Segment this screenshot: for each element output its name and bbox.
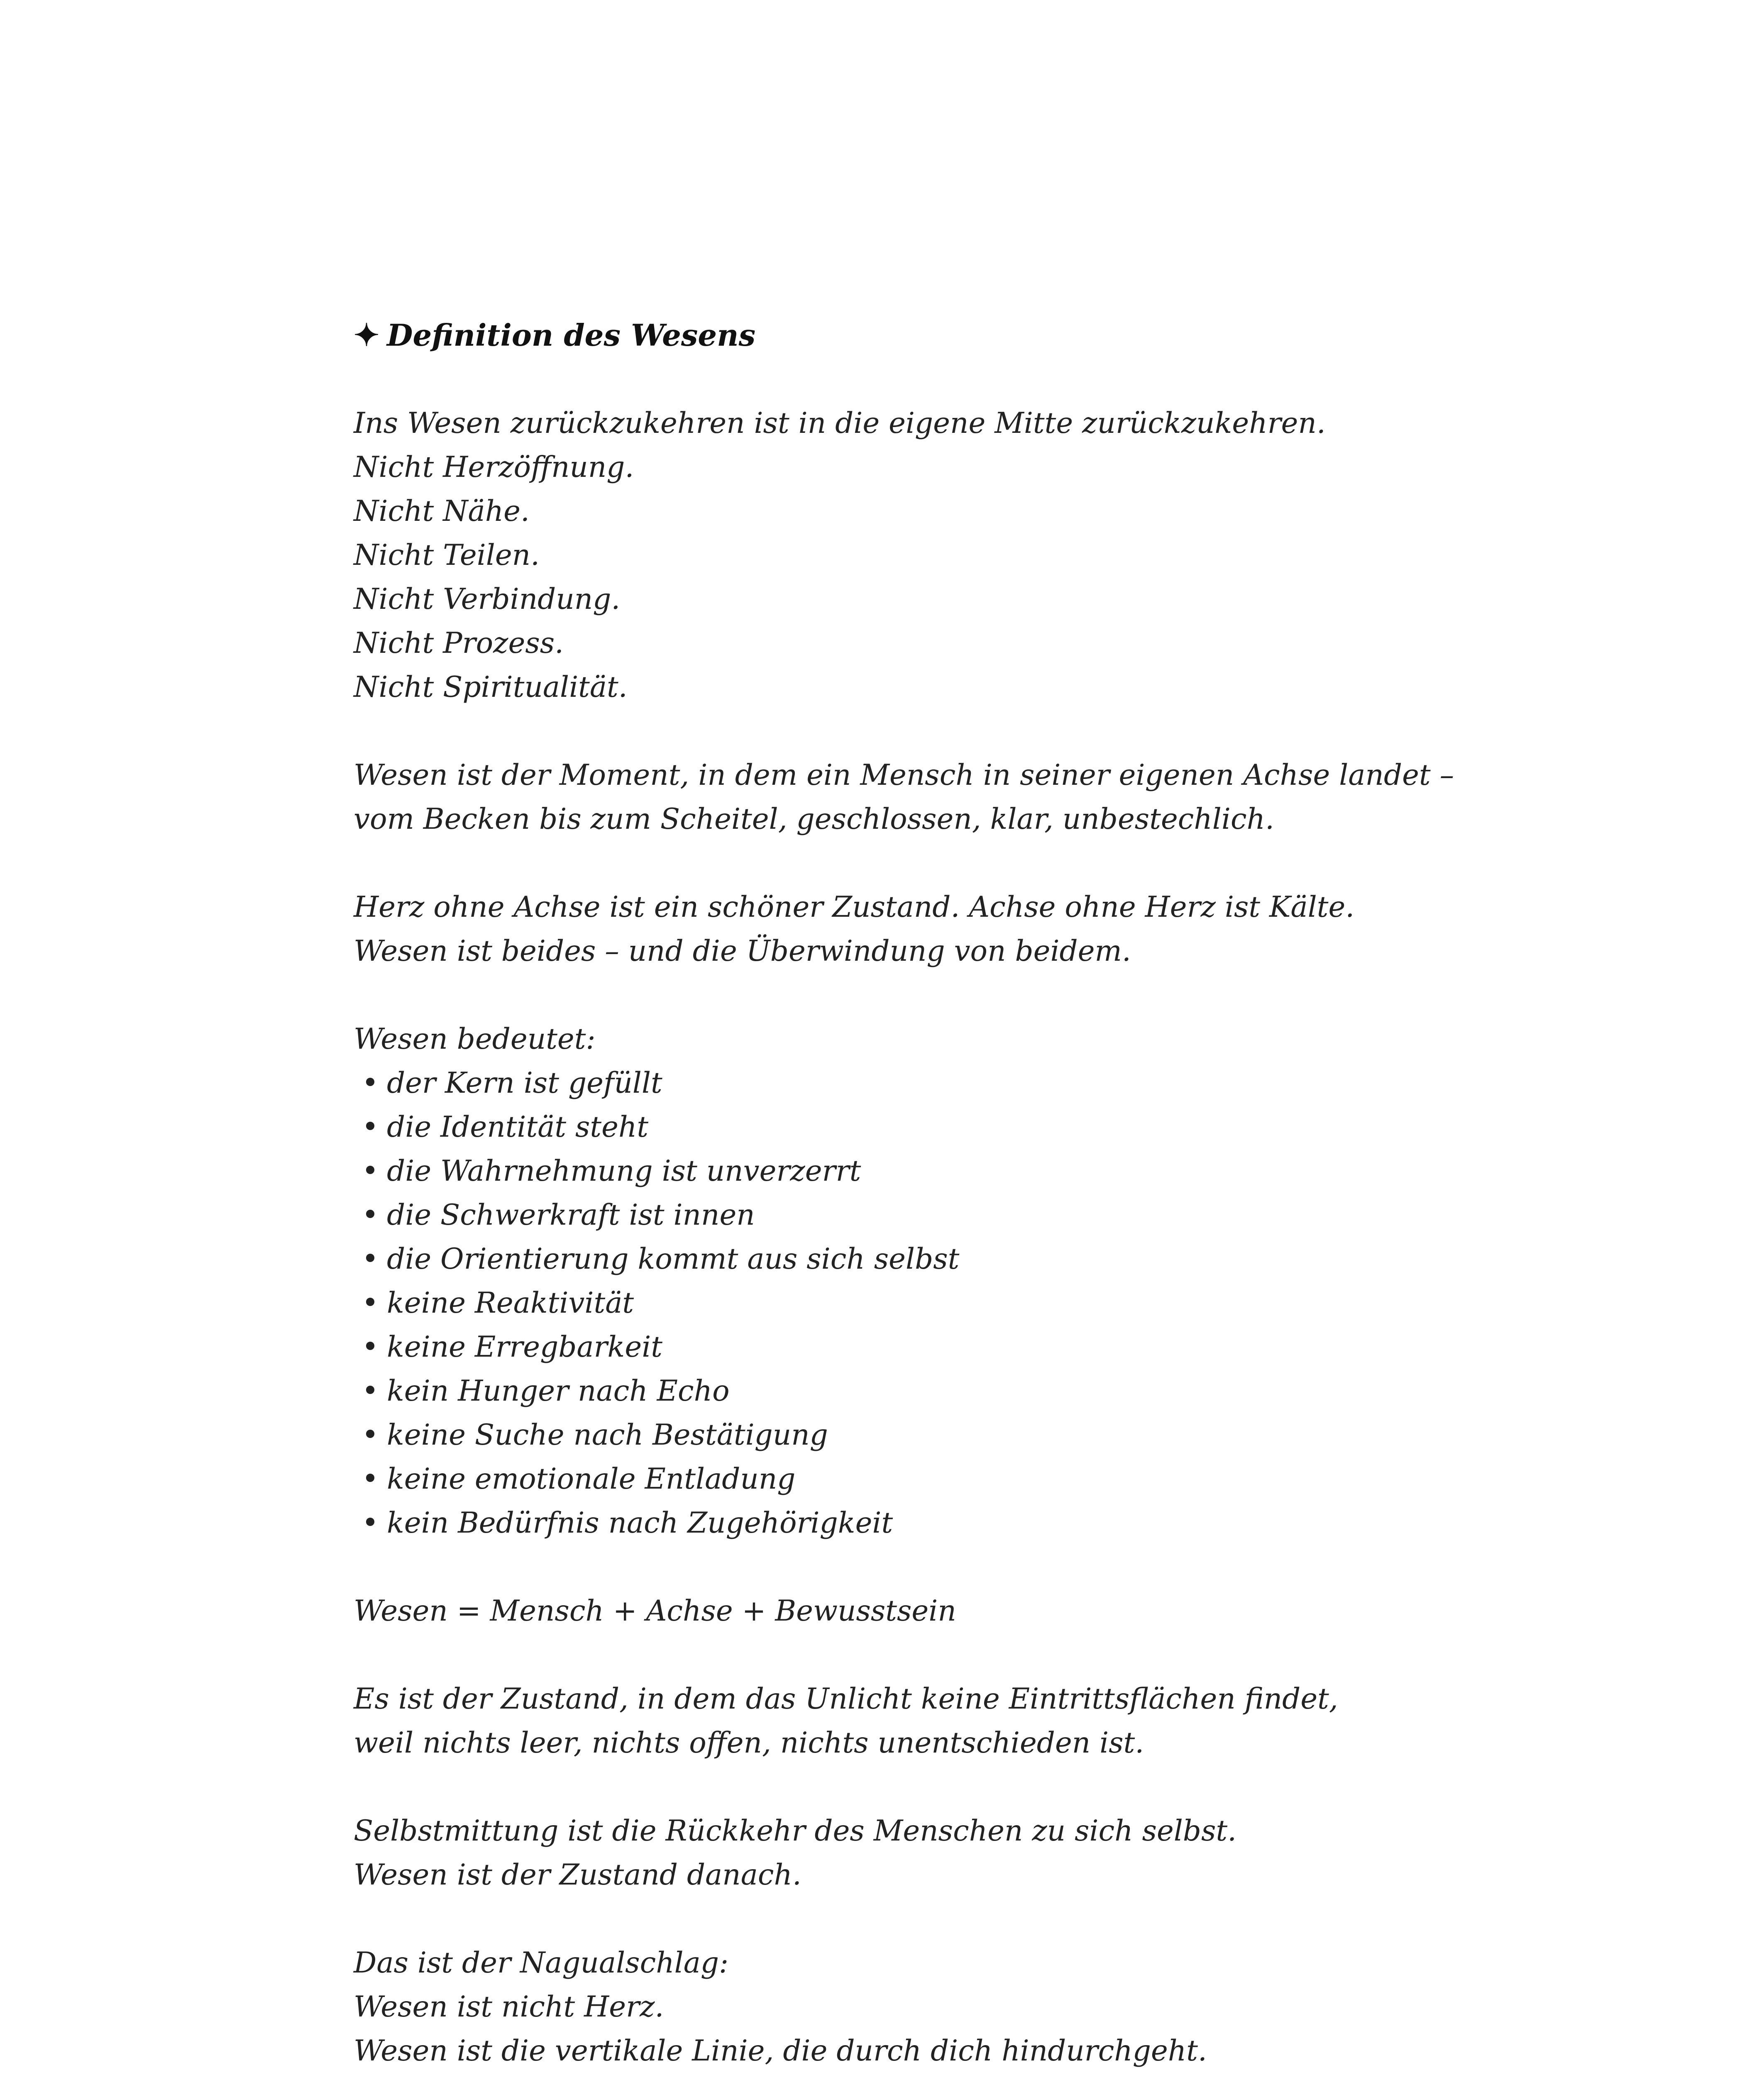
- list-item: [354, 1105, 1474, 1149]
- text-line: Wesen ist der Zustand danach.: [354, 1858, 801, 1892]
- list-item-text: die Identität steht: [387, 1111, 649, 1144]
- four-pointed-star-icon: ✦: [354, 317, 380, 353]
- list-item: [354, 1457, 1474, 1501]
- list-item-text: keine Erregbarkeit: [387, 1330, 662, 1364]
- list-item-text: die Wahrnehmung ist unverzerrt: [387, 1155, 861, 1188]
- list-item-text: keine Suche nach Bestätigung: [387, 1418, 828, 1452]
- list-item: [354, 1149, 1474, 1193]
- meaning-label: Wesen bedeutet:: [354, 1023, 596, 1056]
- formula-line: Wesen = Mensch + Achse + Bewusstsein: [354, 1594, 956, 1628]
- bullet: •: [362, 1418, 379, 1452]
- list-item: [354, 1369, 1474, 1413]
- section-heading: [354, 313, 1474, 357]
- list-item-text: die Orientierung kommt aus sich selbst: [387, 1243, 960, 1276]
- text-line: Nicht Prozess.: [354, 627, 564, 660]
- document-body: [354, 313, 1474, 2075]
- moment-paragraph: [354, 753, 1474, 841]
- list-item-text: die Schwerkraft ist innen: [387, 1199, 755, 1232]
- text-line: Ins Wesen zurückzukehren ist in die eigene Mitte zurückzukehren.: [354, 407, 1326, 440]
- text-line: weil nichts leer, nichts offen, nichts unentschieden ist.: [354, 1726, 1144, 1760]
- list-item-text: kein Hunger nach Echo: [387, 1374, 730, 1408]
- bullet: •: [362, 1111, 379, 1144]
- list-item-text: keine Reaktivität: [387, 1286, 634, 1320]
- bullet: •: [362, 1330, 379, 1364]
- bullet: •: [362, 1243, 379, 1276]
- list-item: [354, 1061, 1474, 1105]
- text-line: Herz ohne Achse ist ein schöner Zustand. Achse ohne Herz ist Kälte.: [354, 891, 1355, 924]
- text-line: [354, 2073, 1474, 2075]
- bullet: •: [362, 1374, 379, 1408]
- list-item: [354, 1237, 1474, 1281]
- text-line: Nicht Herzöffnung.: [354, 451, 634, 484]
- bullet: •: [362, 1286, 379, 1320]
- text-line: Nicht Spiritualität.: [354, 671, 628, 704]
- text-line: Wesen ist der Moment, in dem ein Mensch in seiner eigenen Achse landet –: [354, 759, 1454, 792]
- meaning-section: [354, 1017, 1474, 1545]
- intro-paragraph: [354, 401, 1474, 709]
- text-line: Wesen ist nicht Herz.: [354, 1990, 664, 2024]
- text-line: vom Becken bis zum Scheitel, geschlossen, klar, unbestechlich.: [354, 803, 1275, 836]
- bullet: •: [362, 1462, 379, 1496]
- list-item-text: keine emotionale Entladung: [387, 1462, 796, 1496]
- bullet: •: [362, 1155, 379, 1188]
- formula-paragraph: [354, 1589, 1474, 1633]
- text-line: Selbstmittung ist die Rückkehr des Menschen zu sich selbst.: [354, 1814, 1237, 1848]
- list-item: [354, 1281, 1474, 1325]
- heart-axis-paragraph: [354, 885, 1474, 973]
- text-line: Nicht Teilen.: [354, 539, 540, 572]
- text-line: Es ist der Zustand, in dem das Unlicht keine Eintrittsflächen findet,: [354, 1682, 1338, 1716]
- nagual-paragraph: [354, 1941, 1474, 2075]
- state-paragraph: [354, 1677, 1474, 1765]
- text-line: Wesen ist die vertikale Linie, die durch dich hindurchgeht.: [354, 2034, 1207, 2068]
- text-line: Das ist der Nagualschlag:: [354, 1946, 729, 1980]
- meaning-list: [354, 1061, 1474, 1545]
- bullet: •: [362, 1199, 379, 1232]
- bullet: •: [362, 1506, 379, 1540]
- list-item: [354, 1325, 1474, 1369]
- text-line: Nicht Verbindung.: [354, 583, 621, 616]
- list-item: [354, 1501, 1474, 1545]
- list-item-text: kein Bedürfnis nach Zugehörigkeit: [387, 1506, 893, 1540]
- section-title: Definition des Wesens: [387, 317, 756, 353]
- text-line: Wesen ist beides – und die Überwindung von beidem.: [354, 935, 1131, 968]
- selbstmittung-paragraph: [354, 1809, 1474, 1897]
- list-item: [354, 1413, 1474, 1457]
- list-item-text: der Kern ist gefüllt: [387, 1067, 662, 1100]
- list-item: [354, 1193, 1474, 1237]
- text-line: Nicht Nähe.: [354, 495, 530, 528]
- bullet: •: [362, 1067, 379, 1100]
